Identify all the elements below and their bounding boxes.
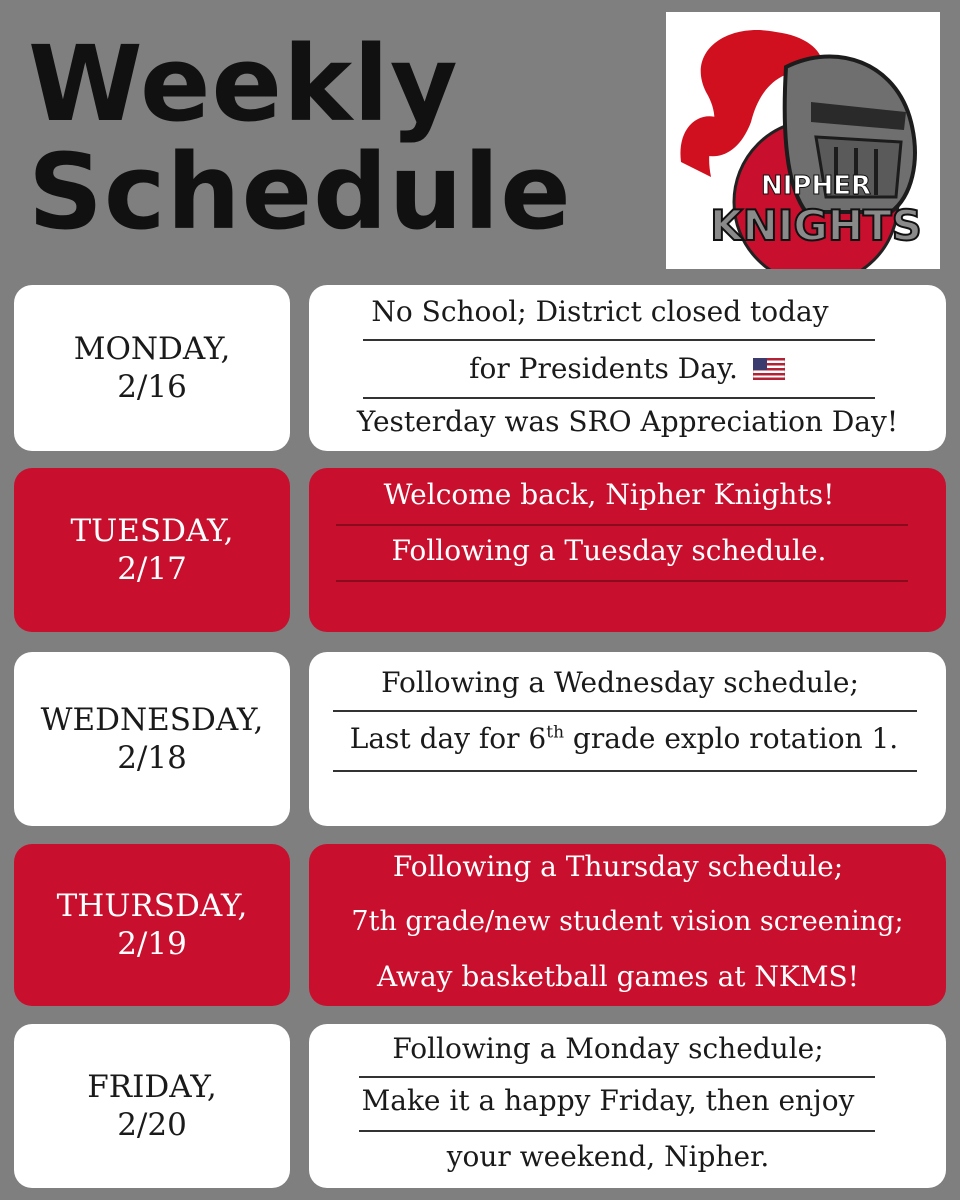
day-name: TUESDAY, (70, 513, 234, 549)
day-card-wednesday (14, 652, 290, 826)
divider (333, 770, 917, 772)
info-card-thursday (309, 844, 946, 1006)
page-title: Weekly Schedule (28, 23, 572, 253)
logo-top-text: NIPHER (760, 171, 872, 201)
info-line: Following a Tuesday schedule. (391, 534, 827, 567)
day-name: FRIDAY, (87, 1069, 217, 1105)
divider (359, 1130, 875, 1132)
divider (333, 710, 917, 712)
us-flag-icon (753, 354, 785, 387)
info-line: 7th grade/new student vision screening; (351, 906, 904, 937)
info-line: No School; District closed today (371, 295, 829, 328)
nipher-knights-logo (666, 12, 940, 269)
info-line: Away basketball games at NKMS! (377, 960, 859, 993)
logo-bottom-text: KNIGHTS (710, 201, 922, 250)
info-line: Make it a happy Friday, then enjoy (361, 1084, 855, 1117)
divider (336, 580, 908, 582)
info-line: Welcome back, Nipher Knights! (383, 478, 835, 511)
day-card-monday (14, 285, 290, 451)
info-line: Yesterday was SRO Appreciation Day! (356, 405, 899, 438)
day-name: WEDNESDAY, (40, 702, 264, 738)
divider (363, 397, 875, 399)
info-line: Following a Wednesday schedule; (381, 666, 859, 699)
info-line-with-flag: for Presidents Day. (309, 352, 945, 387)
day-card-tuesday (14, 468, 290, 632)
day-date: 2/17 (117, 551, 187, 587)
day-date: 2/16 (117, 369, 187, 405)
day-date: 2/19 (117, 926, 187, 962)
divider (363, 339, 875, 341)
day-card-friday (14, 1024, 290, 1188)
info-card-tuesday (309, 468, 946, 632)
divider (359, 1076, 875, 1078)
day-card-thursday (14, 844, 290, 1006)
info-line: Following a Monday schedule; (392, 1032, 824, 1065)
divider (336, 524, 908, 526)
info-card-friday (309, 1024, 946, 1188)
info-line-superscript: Last day for 6th grade explo rotation 1. (349, 722, 899, 755)
day-name: MONDAY, (73, 331, 231, 367)
day-name: THURSDAY, (56, 888, 248, 924)
info-card-monday (309, 285, 946, 451)
day-date: 2/20 (117, 1107, 187, 1143)
info-card-wednesday (309, 652, 946, 826)
info-line: Following a Thursday schedule; (392, 850, 844, 883)
info-line: your weekend, Nipher. (446, 1140, 770, 1173)
day-date: 2/18 (117, 740, 187, 776)
